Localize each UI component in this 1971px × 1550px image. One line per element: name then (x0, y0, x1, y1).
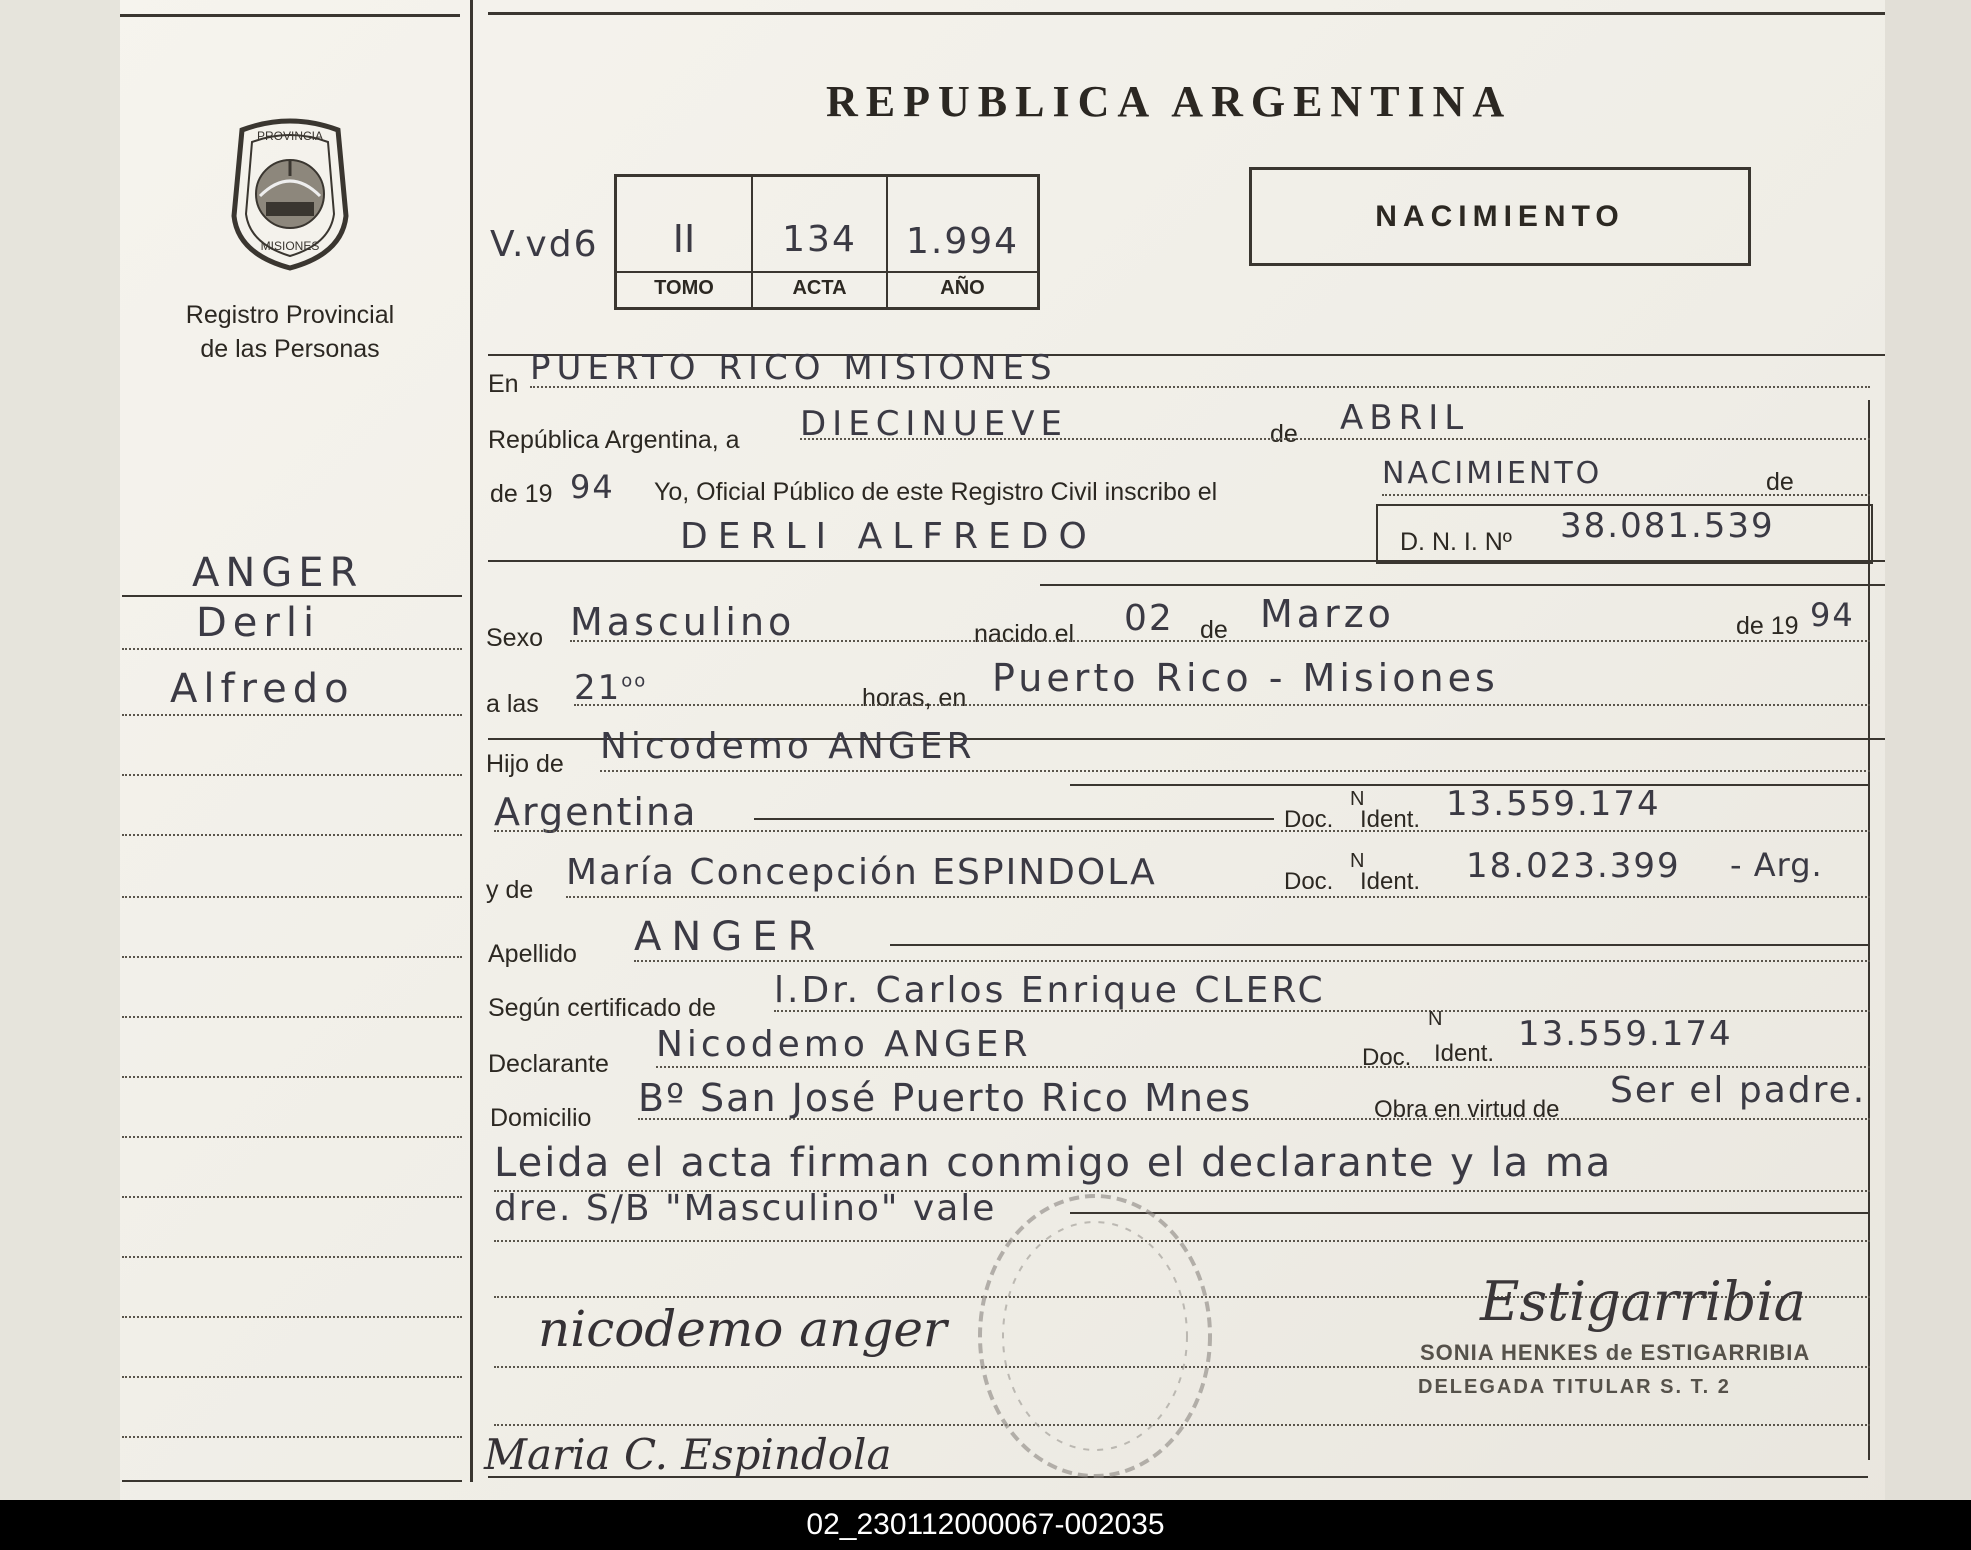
act-type-value: NACIMIENTO (1382, 456, 1603, 491)
place-value: PUERTO RICO MISIONES (530, 348, 1058, 388)
republica-label: República Argentina, a (488, 426, 740, 454)
registry-box (614, 174, 1040, 310)
horas-label: horas, en (862, 684, 967, 712)
mother-signature: Maria C. Espindola (484, 1430, 892, 1479)
hour-minutes: oo (621, 670, 648, 692)
declarante-label: Declarante (488, 1050, 609, 1078)
birth-place-value: Puerto Rico - Misiones (992, 656, 1499, 700)
dni-value: 38.081.539 (1560, 506, 1775, 546)
de-label-1: de (1270, 420, 1298, 448)
file-id: 02_230112000067-002035 (806, 1508, 1165, 1541)
yde-label: y de (486, 876, 534, 904)
father-ident-mark: N (1350, 788, 1365, 810)
month-value: ABRIL (1340, 398, 1470, 438)
certificate-type: NACIMIENTO (1375, 200, 1625, 233)
apellido-label: Apellido (488, 940, 577, 968)
mother-value: María Concepción ESPINDOLA (566, 852, 1157, 893)
mother-ident-mark: N (1350, 850, 1365, 872)
mother-doc-label: Doc. (1284, 868, 1334, 895)
alas-label: a las (486, 690, 539, 718)
margin-name-1: Derli (196, 600, 321, 646)
margin-name-2: Alfredo (170, 666, 355, 712)
declarante-ident-mark: N (1428, 1008, 1443, 1030)
ano-value: 1.994 (905, 221, 1020, 262)
segun-label: Según certificado de (488, 994, 716, 1022)
note-line-2: dre. S/B "Masculino" vale (494, 1188, 997, 1229)
child-name-value: DERLI ALFREDO (680, 516, 1097, 557)
en-label: En (488, 370, 519, 398)
year-prefix: de 19 (490, 480, 553, 508)
domicilio-label: Domicilio (490, 1104, 592, 1132)
certificate-type-box (1249, 167, 1751, 266)
left-scan-edge (0, 0, 120, 1500)
oficial-text: Yo, Oficial Público de este Registro Civil inscribo el (654, 478, 1218, 506)
sexo-value: Masculino (570, 600, 796, 644)
acta-label: ACTA (792, 277, 847, 299)
official-signature: Estigarribia (1480, 1270, 1806, 1333)
hijo-label: Hijo de (486, 750, 564, 778)
official-name: SONIA HENKES de ESTIGARRIBIA (1420, 1340, 1811, 1365)
rule-father-nat (754, 818, 1274, 820)
tomo-value: II (672, 217, 696, 261)
margin-bottom-rule (122, 1480, 462, 1482)
office-line-2: de las Personas (200, 335, 380, 363)
birth-day-value: 02 (1124, 598, 1174, 639)
section-rule-2b (1040, 584, 1885, 586)
father-doc-label: Doc. (1284, 806, 1334, 833)
declarante-doc-value: 13.559.174 (1518, 1014, 1733, 1054)
father-doc-value: 13.559.174 (1446, 784, 1661, 824)
official-title: DELEGADA TITULAR S. T. 2 (1418, 1376, 1731, 1398)
acta-value: 134 (782, 219, 857, 260)
seal-text-bottom: MISIONES (260, 239, 320, 253)
mother-ident-label: Ident. (1360, 868, 1421, 895)
dni-label: D. N. I. Nº (1400, 528, 1512, 556)
office-name (170, 298, 410, 366)
birth-month-value: Marzo (1260, 592, 1395, 636)
obra-value: Ser el padre. (1610, 1070, 1867, 1111)
top-rule-left (120, 14, 460, 17)
official-stamp-icon (970, 1186, 1220, 1486)
hour-value (574, 668, 647, 708)
declarante-signature: nicodemo anger (538, 1300, 947, 1358)
father-nationality: Argentina (494, 790, 698, 834)
de-label-2: de (1766, 468, 1794, 496)
right-scan-edge (1885, 0, 1971, 1500)
column-divider (470, 0, 473, 1482)
mother-nationality: - Arg. (1730, 846, 1823, 884)
year-suffix: 94 (570, 468, 615, 506)
hour-number: 21 (574, 668, 622, 708)
office-line-1: Registro Provincial (185, 301, 395, 329)
tomo-label: TOMO (654, 277, 714, 299)
father-value: Nicodemo ANGER (600, 726, 976, 767)
dni-box (1376, 504, 1873, 564)
country-title: REPUBLICA ARGENTINA (826, 77, 1513, 126)
apellido-value: ANGER (634, 914, 826, 960)
note-line-1: Leida el acta firman conmigo el declarante y la ma (494, 1140, 1613, 1186)
declarante-doc-label: Doc. (1362, 1044, 1412, 1071)
declarante-ident-label: Ident. (1434, 1040, 1495, 1067)
mother-doc-value: 18.023.399 (1466, 846, 1681, 886)
doctor-value: l.Dr. Carlos Enrique CLERC (774, 970, 1326, 1011)
registry-prefix: V.vd6 (490, 224, 599, 265)
obra-label: Obra en virtud de (1374, 1096, 1560, 1123)
father-ident-label: Ident. (1360, 806, 1421, 833)
domicilio-value: Bº San José Puerto Rico Mnes (638, 1076, 1253, 1120)
rule-apellido (890, 944, 1870, 946)
seal-text-top: PROVINCIA (256, 129, 324, 143)
provincial-seal-icon (222, 116, 358, 272)
margin-surname: ANGER (192, 550, 364, 596)
de-label-3: de (1200, 616, 1228, 644)
sexo-label: Sexo (486, 624, 543, 652)
de19-label: de 19 (1736, 612, 1799, 640)
file-id-bar (0, 1500, 1971, 1550)
birth-year-value: 94 (1810, 596, 1855, 634)
top-rule-right (488, 12, 1885, 15)
nacido-label: nacido el (974, 620, 1075, 648)
day-words-value: DIECINUEVE (800, 404, 1069, 444)
ano-label: AÑO (940, 277, 985, 299)
declarante-value: Nicodemo ANGER (656, 1024, 1032, 1065)
